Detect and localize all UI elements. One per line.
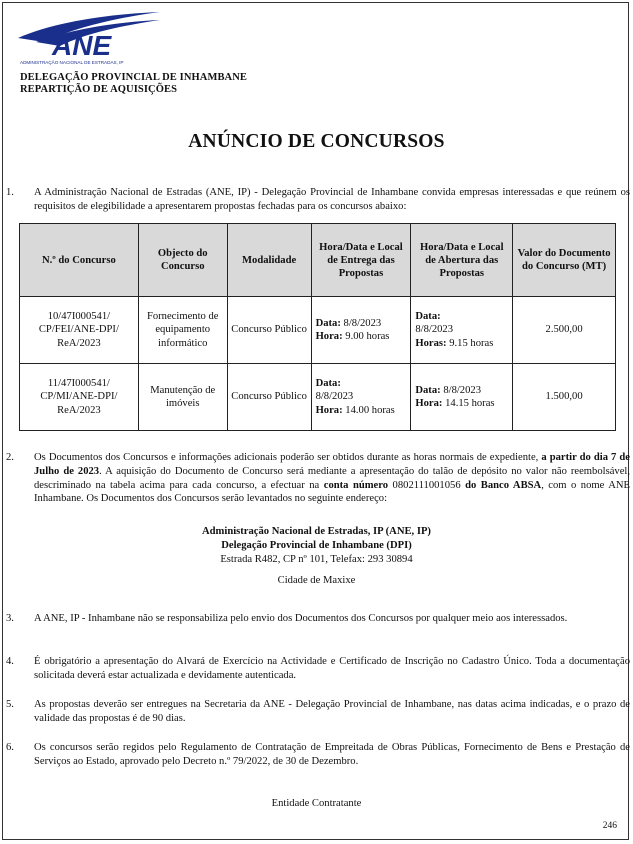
cell-valor: 1.500,00 [513, 364, 616, 431]
org-line-department: REPARTIÇÃO DE AQUISIÇÕES [20, 84, 178, 95]
cell-modalidade: Concurso Público [227, 364, 311, 431]
cell-abertura [411, 364, 513, 431]
date-value: 8/8/2023 [343, 317, 382, 329]
address-delegation: Delegação Provincial de Inhambane (DPI) [221, 539, 412, 551]
paragraph-number: 5. [6, 699, 14, 710]
time-value: 9.15 horas [449, 337, 494, 349]
header-valor: Valor do Documento do Concurso (MT) [513, 224, 616, 297]
date-value: 8/8/2023 [415, 324, 454, 336]
cell-modalidade: Concurso Público [227, 297, 311, 364]
date-label: Data: [315, 377, 341, 389]
signature: Entidade Contratante [271, 798, 362, 809]
account-label: conta número [323, 479, 389, 491]
date-value: 8/8/2023 [315, 391, 354, 403]
time-label: Hora: [315, 331, 343, 342]
organization-header [20, 72, 247, 96]
paragraph-text: É obrigatório a apresentação do Alvará de Exercício na Actividade e Certificado de Inscrição no Cadastro Único. Toda a documentação solicitada deverá estar actualizada e devidamente autenticada. [34, 656, 630, 681]
paragraph-text: As propostas deverão ser entregues na Secretaria da ANE - Delegação Provincial de Inhambane, nas datas acima indicadas, e o prazo de validade das propostas é de 90 dias. [34, 699, 630, 724]
paragraph-4 [6, 655, 630, 683]
paragraph-5 [6, 698, 630, 726]
paragraph-number: 1. [6, 187, 14, 198]
cell-valor: 2.500,00 [513, 297, 616, 364]
header-modalidade: Modalidade [227, 224, 311, 297]
paragraph-text: A ANE, IP - Inhambane não se responsabiliza pelo envio dos Documentos dos Concursos por qualquer meio aos interessados. [34, 613, 568, 624]
svg-text:ANE: ANE [52, 30, 112, 61]
paragraph-text: Os concursos serão regidos pelo Regulamento de Contratação de Empreitada de Obras Públicas, Fornecimento de Bens e Prestação de Serviços ao Estado, aprovado pelo Decreto n.º 79/2022, de 30 de Dezembro. [34, 742, 630, 767]
address-city: Cidade de Maxixe [277, 575, 356, 586]
paragraph-number: 2. [6, 452, 14, 463]
date-label: Data: [415, 310, 441, 322]
address-org: Administração Nacional de Estradas, IP (ANE, IP) [202, 526, 431, 537]
header-objecto: Objecto do Concurso [138, 224, 227, 297]
address-street: Estrada R482, CP nº 101, Telefax: 293 30894 [220, 553, 413, 565]
ane-logo [14, 8, 164, 68]
table-header-row [20, 224, 616, 297]
cell-objecto: Manutenção de imóveis [138, 364, 227, 431]
cell-abertura [411, 297, 513, 364]
tenders-table [19, 223, 616, 431]
account-number: 0802111001056 [392, 479, 461, 491]
paragraph-number: 3. [6, 613, 14, 624]
address-block [0, 525, 633, 566]
paragraph-6 [6, 741, 630, 769]
date-label: Data: [415, 384, 441, 396]
page-number: 246 [602, 821, 617, 831]
table-row [20, 364, 616, 431]
paragraph-number: 6. [6, 742, 14, 753]
date-label: Data: [315, 317, 341, 329]
time-value: 9.00 horas [345, 331, 390, 342]
paragraph-3 [6, 612, 630, 626]
time-label: Hora: [415, 398, 443, 409]
paragraph-text: . A aquisição do Documento de Concurso será mediante a apresentação do talão de depósito no valor não reembolsável, descriminado na tabela acima para cada concurso, a efectuar na [34, 465, 630, 491]
bank-name: do Banco ABSA [465, 479, 542, 491]
header-numero: N.º do Concurso [20, 224, 139, 297]
time-value: 14.15 horas [445, 398, 495, 409]
paragraph-2 [6, 451, 630, 506]
time-label: Horas: [415, 337, 447, 349]
paragraph-text: , com o nome ANE Inhambane. Os Documentos dos Concursos serão levantados no seguinte endereço: [34, 479, 630, 505]
paragraph-number: 4. [6, 656, 14, 667]
date-value: 8/8/2023 [443, 384, 481, 396]
org-line-delegation: DELEGAÇÃO PROVINCIAL DE INHAMBANE [20, 72, 248, 83]
cell-entrega [311, 297, 411, 364]
time-value: 14.00 horas [345, 404, 395, 416]
table-row [20, 297, 616, 364]
time-label: Hora: [315, 404, 343, 416]
cell-numero: 11/47I000541/ CP/MI/ANE-DPI/ ReA/2023 [20, 364, 139, 431]
header-abertura: Hora/Data e Local de Abertura das Propostas [411, 224, 513, 297]
paragraph-1 [6, 186, 630, 214]
paragraph-text: Os Documentos dos Concursos e informações adicionais poderão ser obtidos durante as horas normais de expediente, [34, 452, 539, 463]
start-date: a partir do dia 7 de Julho de 2023 [34, 452, 630, 477]
cell-objecto: Fornecimento de equipamento informático [138, 297, 227, 364]
svg-text:ADMINISTRAÇÃO NACIONAL DE ESTR: ADMINISTRAÇÃO NACIONAL DE ESTRADAS, IP [20, 60, 124, 65]
header-entrega: Hora/Data e Local de Entrega das Propostas [311, 224, 411, 297]
cell-numero: 10/47I000541/ CP/FEI/ANE-DPI/ ReA/2023 [20, 297, 139, 364]
page-title: ANÚNCIO DE CONCURSOS [188, 131, 445, 152]
cell-entrega [311, 364, 411, 431]
paragraph-text: A Administração Nacional de Estradas (ANE, IP) - Delegação Provincial de Inhambane convida empresas interessadas e que reúnem os requisitos de elegibilidade a apresentarem propostas fechadas para os concursos abaixo: [34, 187, 630, 212]
